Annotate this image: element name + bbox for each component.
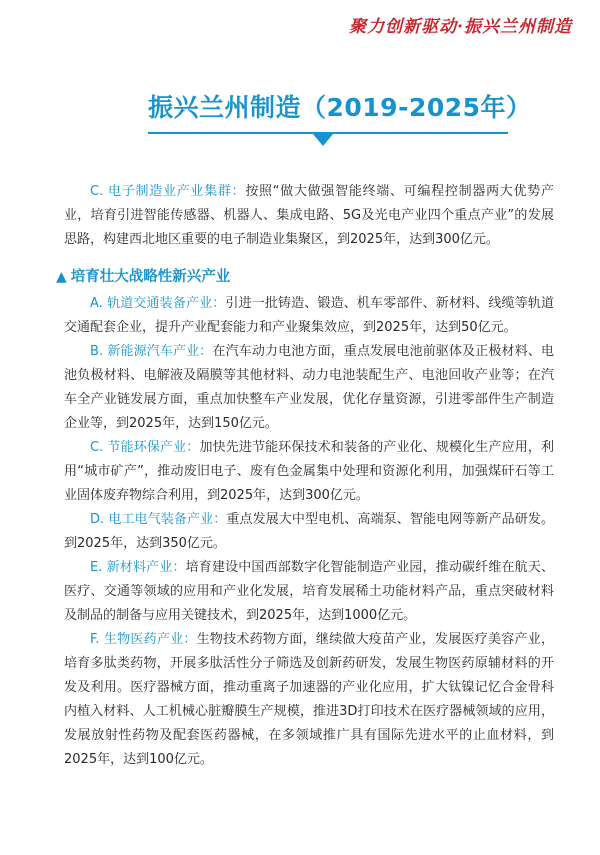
industry-label: E. 新材料产业： [90, 560, 186, 575]
title-notch-icon [313, 134, 333, 146]
industry-item-c [64, 436, 554, 508]
industry-label: D. 电工电气装备产业： [90, 512, 227, 527]
intro-label: C. 电子制造业产业集群： [90, 184, 246, 199]
section-heading [56, 264, 554, 290]
industry-item-b [64, 340, 554, 436]
industry-text: 加快先进节能环保技术和装备的产业化、规模化生产应用，利用“城市矿产”，推动废旧电子、废有色金属集中处理和资源化利用，加强煤矸石等工业固体废弃物综合利用，到2025年，达到300亿元。 [64, 440, 554, 503]
title-block [148, 88, 532, 146]
industry-text: 在汽车动力电池方面，重点发展电池前驱体及正极材料、电池负极材料、电解液及隔膜等其他材料、动力电池装配生产、电池回收产业等；在汽车全产业链发展方面，重点加快整车产业发展，优化存量资源，引进零部件生产制造企业等，到2025年，达到150亿元。 [64, 344, 554, 431]
industry-label: B. 新能源汽车产业： [90, 344, 213, 359]
intro-paragraph [64, 180, 554, 252]
section-heading-text: 培育壮大战略性新兴产业 [70, 269, 231, 285]
industry-text: 引进一批铸造、锻造、机车零部件、新材料、线缆等轨道交通配套企业，提升产业配套能力和产业聚集效应，到2025年，达到50亿元。 [64, 296, 554, 335]
triangle-icon: ▲ [56, 269, 67, 285]
page-title: 振兴兰州制造（2019-2025年） [148, 93, 532, 122]
content-body [56, 180, 554, 772]
industry-item-a [64, 292, 554, 340]
industry-text: 生物技术药物方面，继续做大疫苗产业，发展医疗美容产业，培育多肽类药物，开展多肽活性分子筛选及创新药研发，发展生物医药原辅材料的开发及利用。医疗器械方面，推动重离子加速器的产业化应用，扩大钛镍记忆合金骨科内植入材料、人工机械心脏瓣膜生产规模，推进3D打印技术在医疗器械领域的应用，发展放射性药物及配套医药器械，在多领域推广具有国际先进水平的止血材料，到2025年，达到100亿元。 [64, 632, 554, 767]
industry-text: 培育建设中国西部数字化智能制造产业园，推动碳纤维在航天、医疗、交通等领域的应用和产业化发展，培育发展稀土功能材料产品，重点突破材料及制品的制备与应用关键技术，到2025年，达到1000亿元。 [64, 560, 554, 623]
industry-item-d [64, 508, 554, 556]
industry-label: F. 生物医药产业： [90, 632, 197, 647]
industry-item-e [64, 556, 554, 628]
intro-text: 按照“做大做强智能终端、可编程控制器两大优势产业，培育引进智能传感器、机器人、集成电路、5G及光电产业四个重点产业”的发展思路，构建西北地区重要的电子制造业集聚区，到2025年，达到300亿元。 [64, 184, 554, 247]
industry-label: A. 轨道交通装备产业： [90, 296, 226, 311]
industry-text: 重点发展大中型电机、高端泵、智能电网等新产品研发。到2025年，达到350亿元。 [64, 512, 554, 551]
industry-label: C. 节能环保产业： [90, 440, 200, 455]
industry-item-f [64, 628, 554, 772]
header-slogan: 聚力创新驱动·振兴兰州制造 [349, 17, 572, 37]
